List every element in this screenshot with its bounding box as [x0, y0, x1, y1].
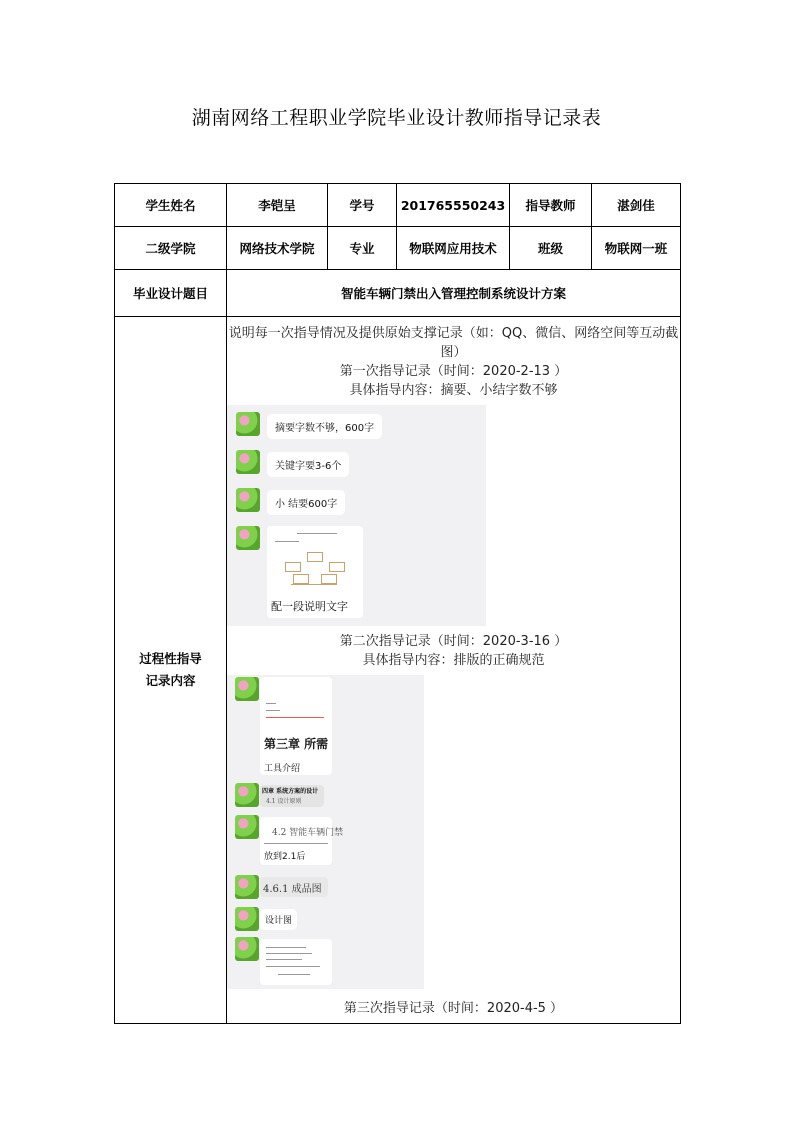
avatar	[236, 526, 260, 550]
college-name: 网络技术学院	[227, 227, 328, 270]
topic-label: 毕业设计题目	[115, 270, 227, 317]
avatar	[235, 783, 259, 807]
avatar	[236, 412, 260, 436]
record-2-content: 具体指导内容：排版的正确规范	[362, 653, 545, 668]
section-heading-text: 4.2 智能车辆门禁	[272, 828, 344, 838]
process-label-line1: 过程性指导	[139, 651, 202, 666]
avatar	[236, 488, 260, 512]
section-subheading-text: 4.1 设计原则	[266, 798, 302, 805]
chat-bubble: 关键字要3-6个	[267, 452, 349, 477]
chapter-title-text: 第三章 所需	[264, 737, 329, 751]
avatar	[235, 937, 259, 961]
chat-bubble: 设计图	[260, 909, 297, 930]
avatar	[235, 677, 259, 701]
section-thumbnail	[260, 877, 328, 897]
chat-bubble-caption: 配一段说明文字	[271, 600, 348, 613]
student-id-label: 学号	[328, 184, 397, 227]
avatar	[236, 450, 260, 474]
chat-bubble: 小 结要600字	[267, 490, 345, 515]
class-label: 班级	[510, 227, 592, 270]
topic-row	[115, 270, 681, 317]
student-id: 201765550243	[397, 184, 510, 227]
avatar	[235, 815, 259, 839]
chat-bubble-caption: 放到2.1后	[264, 852, 306, 862]
topic-value: 智能车辆门禁出入管理控制系统设计方案	[227, 270, 681, 317]
record-2-heading: 第二次指导记录（时间：2020-3-16 ）	[339, 634, 568, 649]
record-1-content: 具体指导内容：摘要、小结字数不够	[349, 383, 558, 398]
major-name: 物联网应用技术	[397, 227, 510, 270]
student-name: 李铠呈	[227, 184, 328, 227]
process-label-line2: 记录内容	[145, 673, 196, 688]
process-row	[115, 317, 681, 1024]
class-name: 物联网一班	[592, 227, 681, 270]
process-label-cell	[115, 317, 227, 1024]
section-thumbnail	[260, 817, 344, 865]
page-title: 湖南网络工程职业学院毕业设计教师指导记录表	[191, 107, 602, 129]
guidance-record-table	[114, 183, 681, 1024]
avatar	[235, 875, 259, 899]
chat-bubble-caption: 工具介绍	[264, 764, 301, 774]
teacher-name: 湛剑佳	[592, 184, 681, 227]
section-heading-text: 4.6.1 成品图	[263, 884, 322, 895]
chat-bubble: 摘要字数不够，600字	[267, 414, 382, 439]
record-3-heading: 第三次指导记录（时间：2020-4-5 ）	[343, 1001, 564, 1016]
record-1-heading: 第一次指导记录（时间：2020-2-13 ）	[339, 364, 568, 379]
record-2-chat-screenshot	[227, 675, 424, 989]
document-thumbnail	[260, 939, 332, 985]
process-content-cell	[227, 317, 681, 1024]
record-1-chat-screenshot	[227, 405, 486, 626]
section-thumbnail	[260, 785, 324, 807]
avatar	[235, 907, 259, 931]
instruction-text: 说明每一次指导情况及提供原始支撑记录（如：QQ、微信、网络空间等互动截图）	[228, 326, 679, 360]
college-label: 二级学院	[115, 227, 227, 270]
student-info-row	[115, 184, 681, 227]
major-label: 专业	[328, 227, 397, 270]
section-heading-text: 四章 系统方案的设计	[262, 788, 319, 795]
diagram-thumbnail	[267, 526, 363, 618]
teacher-label: 指导教师	[510, 184, 592, 227]
student-name-label: 学生姓名	[115, 184, 227, 227]
college-info-row	[115, 227, 681, 270]
chapter-thumbnail	[260, 677, 332, 775]
